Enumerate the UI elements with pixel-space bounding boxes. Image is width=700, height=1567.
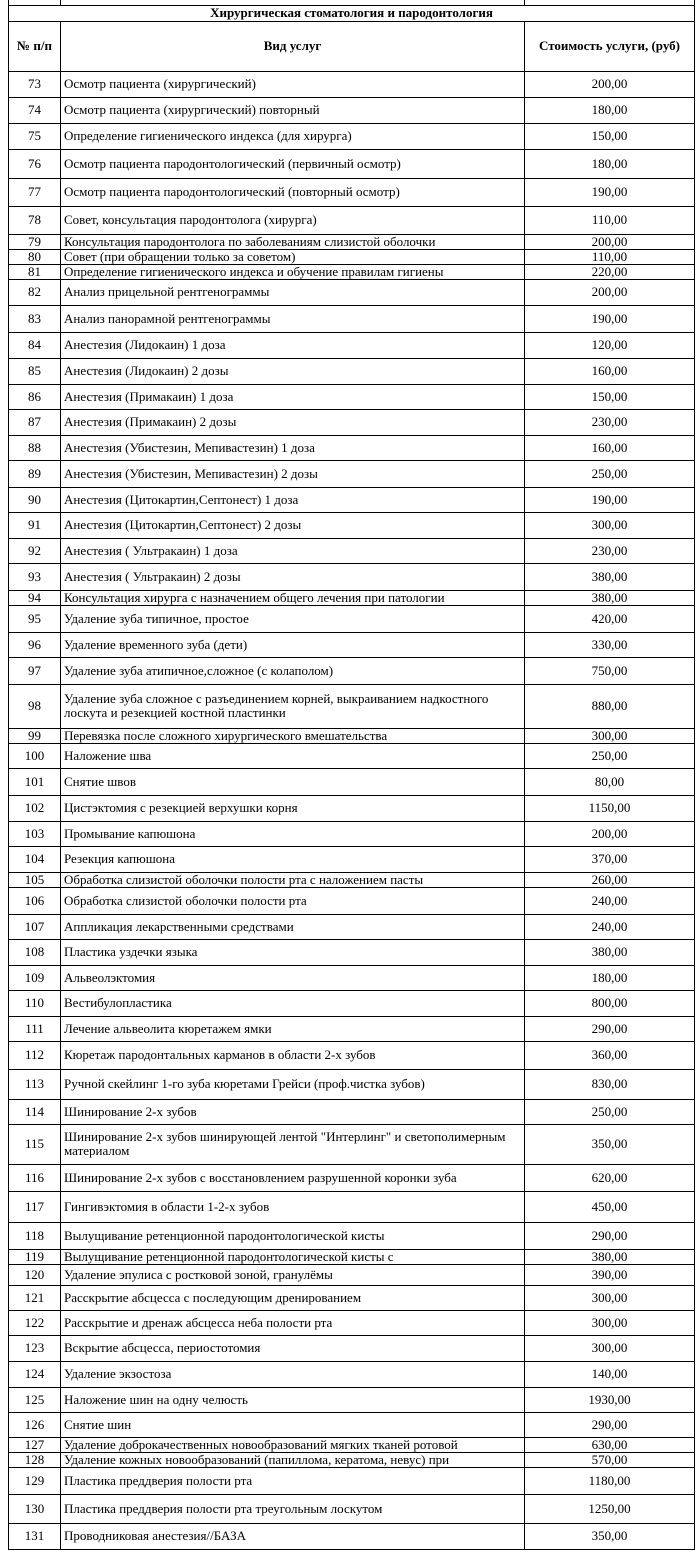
row-number: 109 (9, 965, 61, 990)
row-number: 128 (9, 1452, 61, 1467)
row-number: 126 (9, 1412, 61, 1437)
table-row (9, 846, 695, 872)
row-price: 200,00 (525, 234, 695, 249)
row-service: Удаление зуба типичное, простое (61, 605, 525, 632)
row-price: 150,00 (525, 123, 695, 149)
row-price: 1180,00 (525, 1467, 695, 1494)
table-row (9, 821, 695, 846)
row-number: 100 (9, 743, 61, 768)
row-price: 350,00 (525, 1124, 695, 1164)
row-service: Совет (при обращении только за советом) (61, 249, 525, 264)
row-service: Удаление кожных новообразований (папиллома, кератома, невус) при (61, 1452, 525, 1467)
section-title-row (9, 5, 695, 21)
row-service: Осмотр пациента (хирургический) (61, 71, 525, 97)
row-service: Снятие шин (61, 1412, 525, 1437)
row-service: Анестезия (Лидокаин) 1 доза (61, 332, 525, 358)
row-service: Удаление зуба сложное с разъединением корней, выкраиванием надкостного лоскута и резекцией костной пластинки (61, 684, 525, 728)
row-number: 108 (9, 939, 61, 965)
row-service: Расскрытие абсцесса с последующим дренированием (61, 1285, 525, 1310)
row-price: 260,00 (525, 872, 695, 887)
row-price: 380,00 (525, 590, 695, 605)
row-price: 110,00 (525, 206, 695, 234)
row-number: 95 (9, 605, 61, 632)
table-row (9, 1523, 695, 1549)
row-number: 83 (9, 305, 61, 332)
row-service: Удаление эпулиса с ростковой зоной, гранулёмы (61, 1264, 525, 1285)
row-number: 98 (9, 684, 61, 728)
row-price: 300,00 (525, 1310, 695, 1335)
table-row (9, 657, 695, 684)
table-row (9, 1452, 695, 1467)
table-row (9, 1387, 695, 1412)
row-service: Анестезия (Примакаин) 1 доза (61, 384, 525, 409)
table-row (9, 965, 695, 990)
row-service: Аппликация лекарственными средствами (61, 914, 525, 939)
row-number: 122 (9, 1310, 61, 1335)
row-number: 102 (9, 795, 61, 821)
row-service: Анестезия ( Ультракаин) 1 доза (61, 538, 525, 563)
row-number: 113 (9, 1069, 61, 1099)
row-price: 800,00 (525, 990, 695, 1016)
table-row (9, 249, 695, 264)
row-number: 76 (9, 149, 61, 178)
table-row (9, 743, 695, 768)
row-price: 200,00 (525, 279, 695, 305)
table-row (9, 1191, 695, 1222)
row-price: 300,00 (525, 728, 695, 743)
row-number: 106 (9, 887, 61, 914)
row-number: 93 (9, 563, 61, 590)
table-row (9, 1041, 695, 1069)
row-service: Ручной скейлинг 1-го зуба кюретами Грейси (проф.чистка зубов) (61, 1069, 525, 1099)
table-row (9, 384, 695, 409)
row-number: 87 (9, 409, 61, 435)
table-row (9, 1437, 695, 1452)
row-price: 250,00 (525, 460, 695, 487)
row-number: 120 (9, 1264, 61, 1285)
row-number: 112 (9, 1041, 61, 1069)
row-number: 117 (9, 1191, 61, 1222)
table-row (9, 305, 695, 332)
row-service: Лечение альвеолита кюретажем ямки (61, 1016, 525, 1041)
table-row (9, 914, 695, 939)
row-service: Гингивэктомия в области 1-2-х зубов (61, 1191, 525, 1222)
table-row (9, 435, 695, 460)
row-service: Вестибулопластика (61, 990, 525, 1016)
row-number: 79 (9, 234, 61, 249)
row-number: 96 (9, 632, 61, 657)
row-number: 101 (9, 768, 61, 795)
row-price: 300,00 (525, 512, 695, 538)
row-number: 81 (9, 264, 61, 279)
row-service: Анестезия (Лидокаин) 2 дозы (61, 358, 525, 384)
row-price: 330,00 (525, 632, 695, 657)
row-price: 290,00 (525, 1222, 695, 1249)
row-number: 92 (9, 538, 61, 563)
row-service: Вскрытие абсцесса, периостотомия (61, 1335, 525, 1361)
row-number: 130 (9, 1494, 61, 1523)
row-number: 85 (9, 358, 61, 384)
table-row (9, 887, 695, 914)
row-price: 370,00 (525, 846, 695, 872)
table-row (9, 1361, 695, 1387)
row-price: 200,00 (525, 71, 695, 97)
row-number: 73 (9, 71, 61, 97)
row-service: Анестезия (Примакаин) 2 дозы (61, 409, 525, 435)
row-service: Пластика преддверия полости рта треугольным лоскутом (61, 1494, 525, 1523)
header-num: № п/п (9, 21, 61, 71)
row-service: Снятие швов (61, 768, 525, 795)
row-service: Удаление зуба атипичное,сложное (с колаполом) (61, 657, 525, 684)
row-number: 121 (9, 1285, 61, 1310)
table-row (9, 123, 695, 149)
row-price: 120,00 (525, 332, 695, 358)
row-service: Наложение шин на одну челюсть (61, 1387, 525, 1412)
row-number: 118 (9, 1222, 61, 1249)
row-number: 84 (9, 332, 61, 358)
row-service: Удаление экзостоза (61, 1361, 525, 1387)
row-service: Шинирование 2-х зубов шинирующей лентой "Интерлинг" и светополимерным материалом (61, 1124, 525, 1164)
table-row (9, 1285, 695, 1310)
row-price: 180,00 (525, 149, 695, 178)
row-service: Совет, консультация пародонтолога (хирурга) (61, 206, 525, 234)
row-service: Шинирование 2-х зубов с восстановлением разрушенной коронки зуба (61, 1164, 525, 1191)
table-row (9, 512, 695, 538)
row-service: Консультация хирурга с назначением общего лечения при патологии (61, 590, 525, 605)
table-row (9, 684, 695, 728)
row-price: 830,00 (525, 1069, 695, 1099)
row-number: 129 (9, 1467, 61, 1494)
row-price: 180,00 (525, 97, 695, 123)
row-number: 99 (9, 728, 61, 743)
table-row (9, 728, 695, 743)
row-service: Кюретаж пародонтальных карманов в области 2-х зубов (61, 1041, 525, 1069)
row-service: Расскрытие и дренаж абсцесса неба полости рта (61, 1310, 525, 1335)
row-price: 240,00 (525, 914, 695, 939)
table-row (9, 1164, 695, 1191)
table-row (9, 1412, 695, 1437)
table-row (9, 563, 695, 590)
row-price: 390,00 (525, 1264, 695, 1285)
row-number: 110 (9, 990, 61, 1016)
row-service: Анестезия (Убистезин, Мепивастезин) 2 дозы (61, 460, 525, 487)
row-price: 200,00 (525, 821, 695, 846)
row-number: 124 (9, 1361, 61, 1387)
row-price: 1250,00 (525, 1494, 695, 1523)
table-row (9, 538, 695, 563)
row-number: 119 (9, 1249, 61, 1264)
row-price: 180,00 (525, 965, 695, 990)
row-price: 380,00 (525, 1249, 695, 1264)
row-service: Определение гигиенического индекса и обучение правилам гигиены (61, 264, 525, 279)
row-number: 82 (9, 279, 61, 305)
row-price: 380,00 (525, 939, 695, 965)
row-service: Обработка слизистой оболочки полости рта (61, 887, 525, 914)
price-table (8, 0, 695, 1550)
row-number: 78 (9, 206, 61, 234)
table-row (9, 768, 695, 795)
row-price: 880,00 (525, 684, 695, 728)
table-row (9, 358, 695, 384)
row-number: 97 (9, 657, 61, 684)
row-price: 190,00 (525, 178, 695, 206)
table-row (9, 97, 695, 123)
row-number: 107 (9, 914, 61, 939)
row-service: Промывание капюшона (61, 821, 525, 846)
section-title: Хирургическая стоматология и пародонтология (9, 5, 695, 21)
row-number: 94 (9, 590, 61, 605)
row-price: 240,00 (525, 887, 695, 914)
row-price: 630,00 (525, 1437, 695, 1452)
row-service: Определение гигиенического индекса (для хирурга) (61, 123, 525, 149)
table-row (9, 1310, 695, 1335)
table-row (9, 1494, 695, 1523)
row-price: 300,00 (525, 1285, 695, 1310)
table-row (9, 460, 695, 487)
row-service: Удаление временного зуба (дети) (61, 632, 525, 657)
row-service: Удаление доброкачественных новообразований мягких тканей ротовой (61, 1437, 525, 1452)
row-price: 350,00 (525, 1523, 695, 1549)
row-service: Альвеолэктомия (61, 965, 525, 990)
row-price: 420,00 (525, 605, 695, 632)
row-price: 290,00 (525, 1016, 695, 1041)
table-row (9, 795, 695, 821)
row-number: 90 (9, 487, 61, 512)
table-row (9, 590, 695, 605)
row-price: 1930,00 (525, 1387, 695, 1412)
row-service: Анестезия (Цитокартин,Септонест) 2 дозы (61, 512, 525, 538)
table-row (9, 71, 695, 97)
row-price: 250,00 (525, 1099, 695, 1124)
row-number: 74 (9, 97, 61, 123)
row-number: 103 (9, 821, 61, 846)
row-number: 123 (9, 1335, 61, 1361)
row-price: 110,00 (525, 249, 695, 264)
header-price: Стоимость услуги, (руб) (525, 21, 695, 71)
row-price: 160,00 (525, 435, 695, 460)
row-service: Анестезия (Цитокартин,Септонест) 1 доза (61, 487, 525, 512)
table-row (9, 1016, 695, 1041)
row-price: 140,00 (525, 1361, 695, 1387)
row-service: Осмотр пациента пародонтологический (повторный осмотр) (61, 178, 525, 206)
row-service: Цистэктомия с резекцией верхушки корня (61, 795, 525, 821)
row-service: Перевязка после сложного хирургического вмешательства (61, 728, 525, 743)
table-row (9, 279, 695, 305)
row-price: 220,00 (525, 264, 695, 279)
row-service: Обработка слизистой оболочки полости рта с наложением пасты (61, 872, 525, 887)
row-number: 131 (9, 1523, 61, 1549)
row-service: Проводниковая анестезия//БАЗА (61, 1523, 525, 1549)
row-number: 89 (9, 460, 61, 487)
table-row (9, 1249, 695, 1264)
row-service: Анализ прицельной рентгенограммы (61, 279, 525, 305)
row-price: 750,00 (525, 657, 695, 684)
row-service: Шинирование 2-х зубов (61, 1099, 525, 1124)
row-number: 111 (9, 1016, 61, 1041)
row-price: 250,00 (525, 743, 695, 768)
row-number: 88 (9, 435, 61, 460)
row-price: 380,00 (525, 563, 695, 590)
table-row (9, 234, 695, 249)
row-price: 1150,00 (525, 795, 695, 821)
row-price: 290,00 (525, 1412, 695, 1437)
row-number: 77 (9, 178, 61, 206)
row-price: 190,00 (525, 305, 695, 332)
row-service: Вылущивание ретенционной пародонтологической кисты (61, 1222, 525, 1249)
table-row (9, 632, 695, 657)
table-row (9, 264, 695, 279)
header-row (9, 21, 695, 71)
row-service: Анестезия (Убистезин, Мепивастезин) 1 доза (61, 435, 525, 460)
row-number: 75 (9, 123, 61, 149)
row-number: 116 (9, 1164, 61, 1191)
row-number: 125 (9, 1387, 61, 1412)
table-row (9, 1335, 695, 1361)
row-service: Анестезия ( Ультракаин) 2 дозы (61, 563, 525, 590)
row-service: Консультация пародонтолога по заболеваниям слизистой оболочки (61, 234, 525, 249)
row-service: Вылущивание ретенционной пародонтологической кисты с (61, 1249, 525, 1264)
table-row (9, 939, 695, 965)
row-service: Пластика преддверия полости рта (61, 1467, 525, 1494)
row-price: 190,00 (525, 487, 695, 512)
row-price: 570,00 (525, 1452, 695, 1467)
table-row (9, 409, 695, 435)
row-service: Осмотр пациента (хирургический) повторный (61, 97, 525, 123)
row-price: 80,00 (525, 768, 695, 795)
table-row (9, 332, 695, 358)
row-number: 115 (9, 1124, 61, 1164)
table-row (9, 990, 695, 1016)
table-row (9, 1124, 695, 1164)
row-service: Анализ панорамной рентгенограммы (61, 305, 525, 332)
row-service: Осмотр пациента пародонтологический (первичный осмотр) (61, 149, 525, 178)
row-price: 230,00 (525, 538, 695, 563)
table-row (9, 1264, 695, 1285)
row-number: 80 (9, 249, 61, 264)
table-row (9, 487, 695, 512)
row-price: 620,00 (525, 1164, 695, 1191)
row-number: 104 (9, 846, 61, 872)
row-price: 230,00 (525, 409, 695, 435)
table-row (9, 1099, 695, 1124)
row-number: 86 (9, 384, 61, 409)
row-service: Пластика уздечки языка (61, 939, 525, 965)
table-row (9, 149, 695, 178)
row-price: 360,00 (525, 1041, 695, 1069)
table-row (9, 178, 695, 206)
row-price: 150,00 (525, 384, 695, 409)
price-list-sheet (8, 0, 694, 1550)
table-row (9, 1222, 695, 1249)
table-row (9, 605, 695, 632)
table-row (9, 872, 695, 887)
row-price: 300,00 (525, 1335, 695, 1361)
table-row (9, 206, 695, 234)
row-price: 160,00 (525, 358, 695, 384)
row-number: 114 (9, 1099, 61, 1124)
row-number: 127 (9, 1437, 61, 1452)
row-price: 450,00 (525, 1191, 695, 1222)
table-row (9, 1069, 695, 1099)
row-service: Наложение шва (61, 743, 525, 768)
row-number: 105 (9, 872, 61, 887)
table-row (9, 1467, 695, 1494)
header-service: Вид услуг (61, 21, 525, 71)
row-service: Резекция капюшона (61, 846, 525, 872)
row-number: 91 (9, 512, 61, 538)
